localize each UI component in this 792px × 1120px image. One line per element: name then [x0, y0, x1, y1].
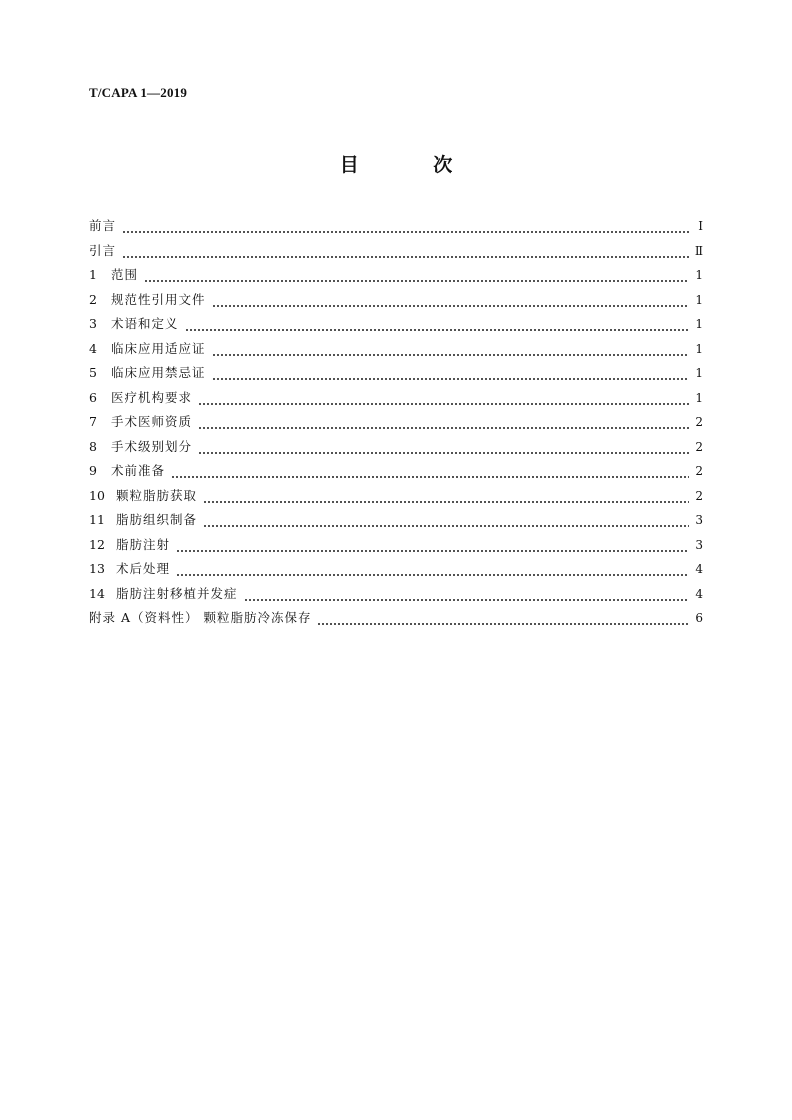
toc-entry[interactable]	[89, 559, 703, 584]
toc-entry-number: 12	[89, 536, 105, 552]
toc-entry-title: 引言	[89, 242, 117, 258]
toc-entry-number: 9	[89, 463, 97, 478]
dot-leader	[212, 296, 689, 308]
toc-entry-number: 4	[89, 340, 97, 356]
page-title: 目 次	[339, 154, 487, 176]
toc-entry[interactable]	[89, 584, 703, 609]
toc-entry-page: 1	[695, 390, 703, 405]
toc-entry-page: 1	[695, 341, 703, 356]
toc-entry-page: 3	[695, 537, 703, 552]
toc-entry-title: 医疗机构要求	[111, 389, 193, 405]
toc-entry-page: 1	[695, 292, 703, 307]
toc-entry[interactable]	[89, 412, 703, 437]
document-code: T/CAPA 1—2019	[89, 85, 188, 100]
toc-entry-page: Ⅰ	[698, 219, 703, 233]
toc-entry-title: 手术医师资质	[111, 414, 193, 429]
toc-entry-title: 术语和定义	[111, 316, 179, 331]
toc-entry-title: 附录 A（资料性） 颗粒脂肪冷冻保存	[89, 610, 312, 625]
dot-leader	[203, 492, 689, 504]
dot-leader	[203, 516, 689, 528]
toc-entry-page: 1	[695, 317, 703, 331]
toc-entry-title: 脂肪注射移植并发症	[116, 585, 238, 601]
toc-entry[interactable]	[89, 608, 703, 633]
toc-entry-number: 10	[89, 487, 105, 503]
dot-leader	[176, 565, 689, 577]
toc-entry-number: 5	[89, 365, 97, 380]
dot-leader	[122, 222, 689, 234]
dot-leader	[122, 247, 689, 259]
dot-leader	[198, 394, 689, 406]
dot-leader	[212, 369, 689, 381]
toc-entry-number: 11	[89, 512, 105, 527]
dot-leader	[171, 467, 689, 479]
toc-entry[interactable]	[89, 339, 703, 364]
toc-entry[interactable]	[89, 216, 703, 241]
toc-entry-title: 脂肪注射	[116, 536, 171, 552]
dot-leader	[198, 418, 689, 430]
dot-leader	[317, 614, 689, 626]
dot-leader	[244, 590, 689, 602]
dot-leader	[212, 345, 689, 357]
dot-leader	[198, 443, 689, 455]
toc-entry-title: 术后处理	[116, 561, 171, 576]
toc-entry[interactable]	[89, 388, 703, 413]
dot-leader	[144, 271, 689, 283]
toc-entry-page: Ⅱ	[694, 243, 703, 258]
toc-entry-title: 手术级别划分	[111, 438, 193, 454]
toc-entry-number: 6	[89, 389, 97, 405]
toc-entry-page: 1	[695, 366, 703, 380]
toc-entry[interactable]	[89, 265, 703, 290]
toc-entry-number: 3	[89, 316, 97, 331]
toc-entry-page: 4	[695, 586, 703, 601]
toc-entry[interactable]	[89, 461, 703, 486]
toc-entry[interactable]	[89, 241, 703, 266]
toc-entry[interactable]	[89, 486, 703, 511]
toc-entry[interactable]	[89, 363, 703, 388]
toc-entry-page: 2	[695, 415, 703, 429]
toc-entry-title: 颗粒脂肪获取	[116, 487, 198, 503]
toc-entry-title: 术前准备	[111, 463, 166, 478]
toc-entry-page: 6	[695, 611, 703, 625]
toc-entry-page: 4	[695, 562, 703, 576]
toc-entry[interactable]	[89, 437, 703, 462]
toc-entry-number: 2	[89, 291, 97, 307]
toc-entry-title: 前言	[89, 218, 117, 233]
toc-entry[interactable]	[89, 314, 703, 339]
toc-entry-number: 8	[89, 438, 97, 454]
toc-entry-number: 1	[89, 267, 97, 282]
toc-entry-title: 规范性引用文件	[111, 291, 206, 307]
toc-entry-page: 1	[695, 268, 703, 282]
toc-entry-title: 范围	[111, 267, 139, 282]
toc-entry-number: 13	[89, 561, 105, 576]
toc-entry[interactable]	[89, 510, 703, 535]
toc-entry-number: 14	[89, 585, 105, 601]
toc-entry-page: 2	[695, 488, 703, 503]
toc-entry-title: 脂肪组织制备	[116, 512, 198, 527]
toc-entry-page: 2	[695, 464, 703, 478]
dot-leader	[176, 541, 689, 553]
toc-entry[interactable]	[89, 535, 703, 560]
toc-entry-title: 临床应用适应证	[111, 340, 206, 356]
toc-entry-title: 临床应用禁忌证	[111, 365, 206, 380]
table-of-contents	[89, 216, 703, 633]
toc-entry-number: 7	[89, 414, 97, 429]
toc-entry-page: 2	[695, 439, 703, 454]
toc-entry-page: 3	[695, 513, 703, 527]
dot-leader	[185, 320, 689, 332]
toc-entry[interactable]	[89, 290, 703, 315]
